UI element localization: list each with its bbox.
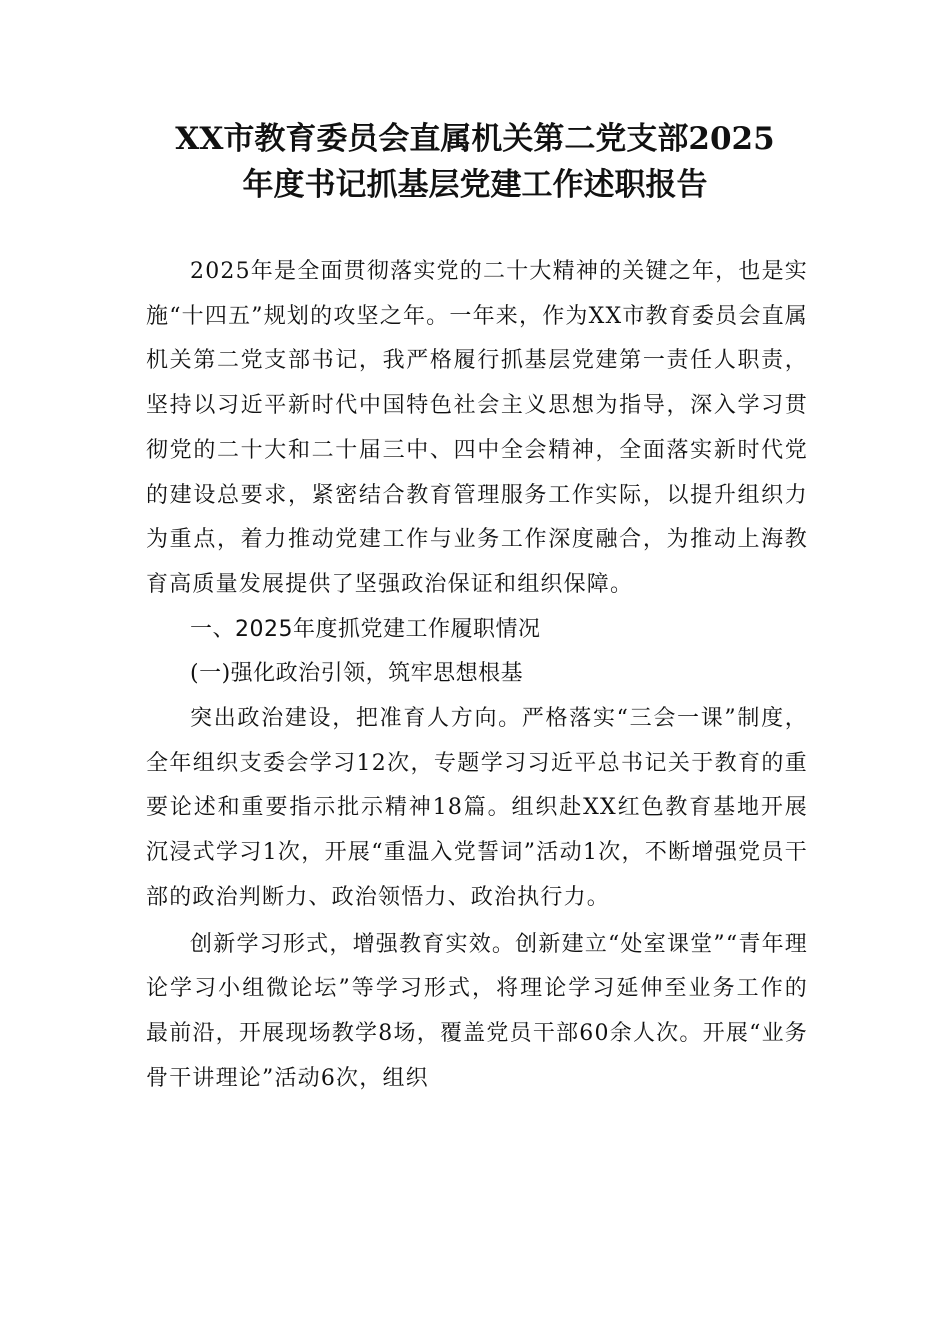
document-title [130,116,820,208]
body-paragraph-2: 创新学习形式，增强教育实效。创新建立“处室课堂”“青年理论学习小组微论坛”等学习形式，将理论学习延伸至业务工作的最前沿，开展现场教学8场，覆盖党员干部60余人次。开展“业务骨干讲理论”活动6次，组织 [146,931,808,1091]
intro-paragraph: 2025年是全面贯彻落实党的二十大精神的关键之年，也是实施“十四五”规划的攻坚之年。一年来，作为XX市教育委员会直属机关第二党支部书记，我严格履行抓基层党建第一责任人职责，坚持以习近平新时代中国特色社会主义思想为指导，深入学习贯彻党的二十大和二十届三中、四中全会精神，全面落实新时代党的建设总要求，紧密结合教育管理服务工作实际，以提升组织力为重点，着力推动党建工作与业务工作深度融合，为推动上海教育高质量发展提供了坚强政治保证和组织保障。 [146,259,808,597]
title-line-1: XX市教育委员会直属机关第二党支部2025 [175,121,775,157]
title-line-2: 年度书记抓基层党建工作述职报告 [242,167,708,203]
subsection-heading: (一)强化政治引领，筑牢思想根基 [190,661,524,687]
body-paragraph-1: 突出政治建设，把准育人方向。严格落实“三会一课”制度，全年组织支委会学习12次，专题学习习近平总书记关于教育的重要论述和重要指示批示精神18篇。组织赴XX红色教育基地开展沉浸式学习1次，开展“重温入党誓词”活动1次，不断增强党员干部的政治判断力、政治领悟力、政治执行力。 [146,706,808,910]
document-body [146,250,808,1101]
section-heading: 一、2025年度抓党建工作履职情况 [190,616,541,642]
